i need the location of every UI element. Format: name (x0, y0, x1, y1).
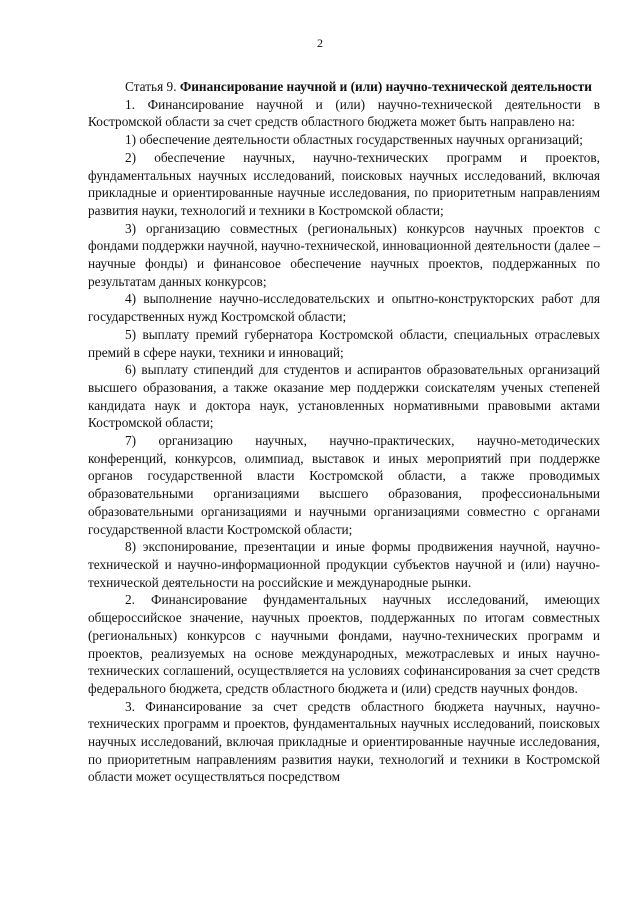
list-item-2: 2) обеспечение научных, научно-технических программ и проектов, фундаментальных научных исследований, поисковых научных исследований, включая прикладные и ориентированные научные исследования, по приоритетным направлениям развития науки, технологий и техники в Костромской области; (88, 149, 600, 218)
list-item-1: 1) обеспечение деятельности областных государственных научных организаций; (125, 132, 583, 148)
paragraph-2: 2. Финансирование фундаментальных научных исследований, имеющих общероссийское значение, научных проектов, поддержанных по итогам совместных (региональных) конкурсов с научными фондами, научно-технических программ и проектов, реализуемых на основе международных, межотраслевых и иных научно-технических соглашений, осуществляется на условиях софинансирования за счет средств федерального бюджета, средств областного бюджета и (или) средств научных фондов. (88, 592, 600, 696)
document-body (88, 78, 600, 786)
list-item-8: 8) экспонирование, презентации и иные формы продвижения научной, научно-технической и научно-информационной продукции субъектов научной и (или) научно-технической деятельности на российские и международные рынки. (88, 539, 600, 590)
article-heading (88, 78, 600, 96)
list-item-4: 4) выполнение научно-исследовательских и опытно-конструкторских работ для государственных нужд Костромской области; (88, 291, 600, 325)
paragraph-3: 3. Финансирование за счет средств областного бюджета научных, научно-технических программ и проектов, фундаментальных научных исследований, поисковых научных исследований, включая прикладные и ориентированные научные исследования, по приоритетным направлениям развития науки, технологий и техники в Костромской области может осуществляться посредством (88, 698, 600, 785)
paragraph-intro: 1. Финансирование научной и (или) научно-технической деятельности в Костромской области за счет средств областного бюджета может быть направлено на: (88, 96, 600, 130)
article-prefix: Статья 9. (125, 79, 177, 94)
list-item-5: 5) выплату премий губернатора Костромской области, специальных отраслевых премий в сфере науки, техники и инноваций; (88, 326, 600, 360)
list-item-6: 6) выплату стипендий для студентов и аспирантов образовательных организаций высшего образования, а также оказание мер поддержки соискателям ученых степеней кандидата наук и доктора наук, установленных нормативными правовыми актами Костромской области; (88, 362, 600, 431)
list-item-3: 3) организацию совместных (региональных) конкурсов научных проектов с фондами поддержки научной, научно-технической, инновационной деятельности (далее – научные фонды) и финансовое обеспечение научных проектов, поддержанных по результатам данных конкурсов; (88, 220, 600, 289)
page-number: 2 (317, 36, 323, 50)
list-item-7: 7) организацию научных, научно-практических, научно-методических конференций, конкурсов, олимпиад, выставок и иных мероприятий при поддержке органов государственной власти Костромской области, а также проводимых образовательными организациями высшего образования, профессиональными образовательными организациями и научными организациями совместно с органами государственной власти Костромской области; (88, 433, 600, 537)
article-title: Финансирование научной и (или) научно-технической деятельности (179, 79, 592, 94)
